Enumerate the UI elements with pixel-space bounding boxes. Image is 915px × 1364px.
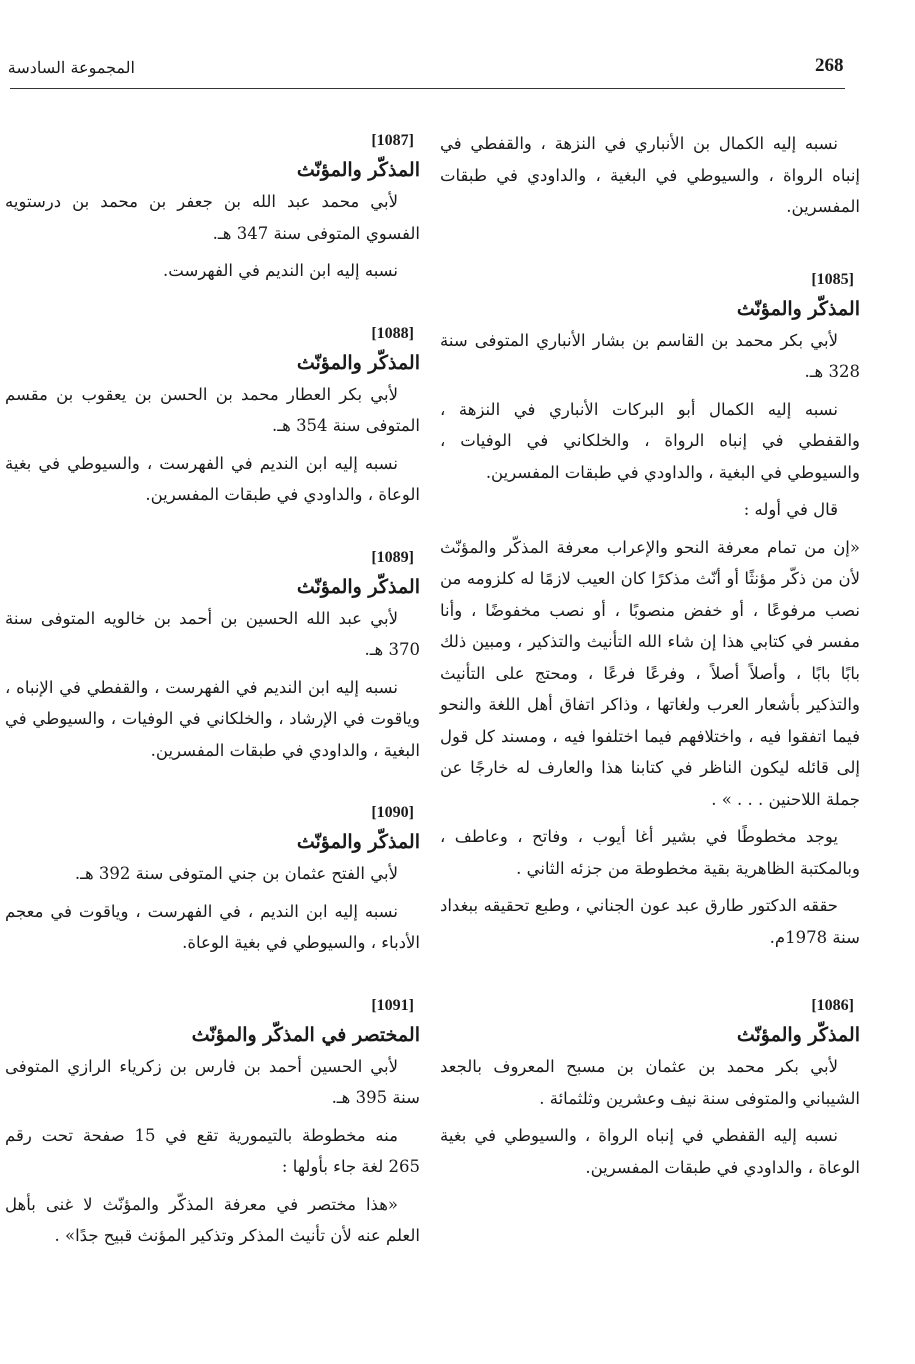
entry-1090 xyxy=(5,800,420,959)
entry-number: [1090] xyxy=(371,804,414,821)
entry-paragraph: قال في أوله : xyxy=(743,500,838,519)
entry-1087 xyxy=(5,128,420,287)
entry-1088 xyxy=(5,321,420,511)
entry-title: المذكّر والمؤنّث xyxy=(736,297,860,320)
page-number: 268 xyxy=(815,55,844,76)
right-column xyxy=(440,128,860,1217)
entry-1091 xyxy=(5,993,420,1252)
entry-1085 xyxy=(440,267,860,954)
entry-paragraph: نسبه إليه ابن النديم ، في الفهرست ، وياقوت في معجم الأدباء ، والسيوطي في بغية الوعاة. xyxy=(5,901,420,952)
entry-paragraph: لأبي بكر محمد بن القاسم بن بشار الأنباري المتوفى سنة 328 هـ. xyxy=(440,330,860,381)
header-rule xyxy=(10,88,845,89)
entry-paragraph: لأبي بكر محمد بن عثمان بن مسبح المعروف بالجعد الشيباني والمتوفى سنة نيف وعشرين وثلثمائة . xyxy=(440,1057,860,1108)
entry-paragraph: يوجد مخطوطًا في بشير أغا أيوب ، وفاتح ، وعاطف ، وبالمكتبة الظاهرية بقية مخطوطة من جزئه الثاني . xyxy=(440,827,860,878)
running-title: المجموعة السادسة xyxy=(7,58,135,77)
entry-quote: «هذا مختصر في معرفة المذكّر والمؤنّث لا غنى بأهل العلم عنه لأن تأنيث المذكر وتذكير المؤنث قبيح جدًا» . xyxy=(5,1194,420,1245)
entry-number: [1086] xyxy=(811,997,854,1014)
page-header xyxy=(0,0,915,100)
entry-paragraph: نسبه إليه ابن النديم في الفهرست ، والقفطي في الإنباه ، وياقوت في الإرشاد ، والخلكاني في الوفيات ، والسيوطي في البغية ، والداودي في طبقات المفسرين. xyxy=(5,677,420,760)
entry-title: المذكّر والمؤنّث xyxy=(736,1024,860,1046)
entry-title: المذكّر والمؤنّث xyxy=(296,831,420,853)
entry-paragraph: نسبه إليه الكمال أبو البركات الأنباري في النزهة ، والقفطي في إنباه الرواة ، والخلكاني في الوفيات ، والسيوطي في البغية ، والداودي في طبقات المفسرين. xyxy=(440,399,860,482)
entry-quote: «إن من تمام معرفة النحو والإعراب معرفة المذكّر والمؤنّث لأن من ذكّر مؤنثًا أو أنّث مذكرًا كان العيب لازمًا له كلزومه من نصب مرفوعًا ، أو خفض منصوبًا ، أو نصب مخفوضًا ، وأنا مفسر في كتابي هذا إن شاء الله التأنيث والتذكير ، ومبين ذلك بابًا بابًا ، وأصلاً أصلاً ، وفرعًا فرعًا ، ومحتج على التأنيث والتذكير بأشعار العرب ولغاتها ، وذاكر اتفاق أهل اللغة والنحو فيما اتفقوا فيه ، واختلافهم فيما اختلفوا فيه ، ومسند كل قول إلى قائله ليكون الناظر في كتابنا هذا والعارف له خارجًا عن جملة اللاحنين . . . » . xyxy=(440,537,860,809)
entry-number: [1087] xyxy=(371,132,414,149)
entry-1089 xyxy=(5,545,420,767)
entry-title: المختصر في المذكّر والمؤنّث xyxy=(191,1023,420,1046)
entry-paragraph: نسبه إليه ابن النديم في الفهرست ، والسيوطي في بغية الوعاة ، والداودي في طبقات المفسرين. xyxy=(5,453,420,504)
entry-number: [1091] xyxy=(371,996,414,1014)
entry-title: المذكّر والمؤنّث xyxy=(296,351,420,374)
entry-paragraph: لأبي بكر العطار محمد بن الحسن بن يعقوب بن مقسم المتوفى سنة 354 هـ. xyxy=(5,384,420,435)
entry-paragraph: حققه الدكتور طارق عبد عون الجناني ، وطبع تحقيقه ببغداد سنة 1978م. xyxy=(440,896,860,947)
entry-title: المذكّر والمؤنّث xyxy=(296,159,420,181)
entry-number: [1085] xyxy=(811,270,854,288)
intro-paragraph: نسبه إليه الكمال بن الأنباري في النزهة ، والقفطي في إنباه الرواة ، والسيوطي في البغية ، والداودي في طبقات المفسرين. xyxy=(440,134,860,216)
entry-1086 xyxy=(440,993,860,1183)
entry-paragraph: لأبي الحسين أحمد بن فارس بن زكرياء الرازي المتوفى سنة 395 هـ. xyxy=(5,1056,420,1107)
entry-title: المذكّر والمؤنّث xyxy=(296,575,420,598)
left-column xyxy=(5,128,420,1286)
entry-number: [1089] xyxy=(371,548,414,566)
entry-paragraph: منه مخطوطة بالتيمورية تقع في 15 صفحة تحت رقم 265 لغة جاء بأولها : xyxy=(5,1125,420,1176)
entry-paragraph: نسبه إليه ابن النديم في الفهرست. xyxy=(163,261,398,280)
entry-paragraph: نسبه إليه القفطي في إنباه الرواة ، والسيوطي في بغية الوعاة ، والداودي في طبقات المفسرين. xyxy=(440,1126,860,1177)
entry-paragraph: لأبي محمد عبد الله بن جعفر بن محمد بن درستويه الفسوي المتوفى سنة 347 هـ. xyxy=(5,192,420,243)
entry-paragraph: لأبي عبد الله الحسين بن أحمد بن خالويه المتوفى سنة 370 هـ. xyxy=(5,608,420,659)
entry-number: [1088] xyxy=(371,324,414,342)
entry-paragraph: لأبي الفتح عثمان بن جني المتوفى سنة 392 هـ. xyxy=(74,864,398,883)
